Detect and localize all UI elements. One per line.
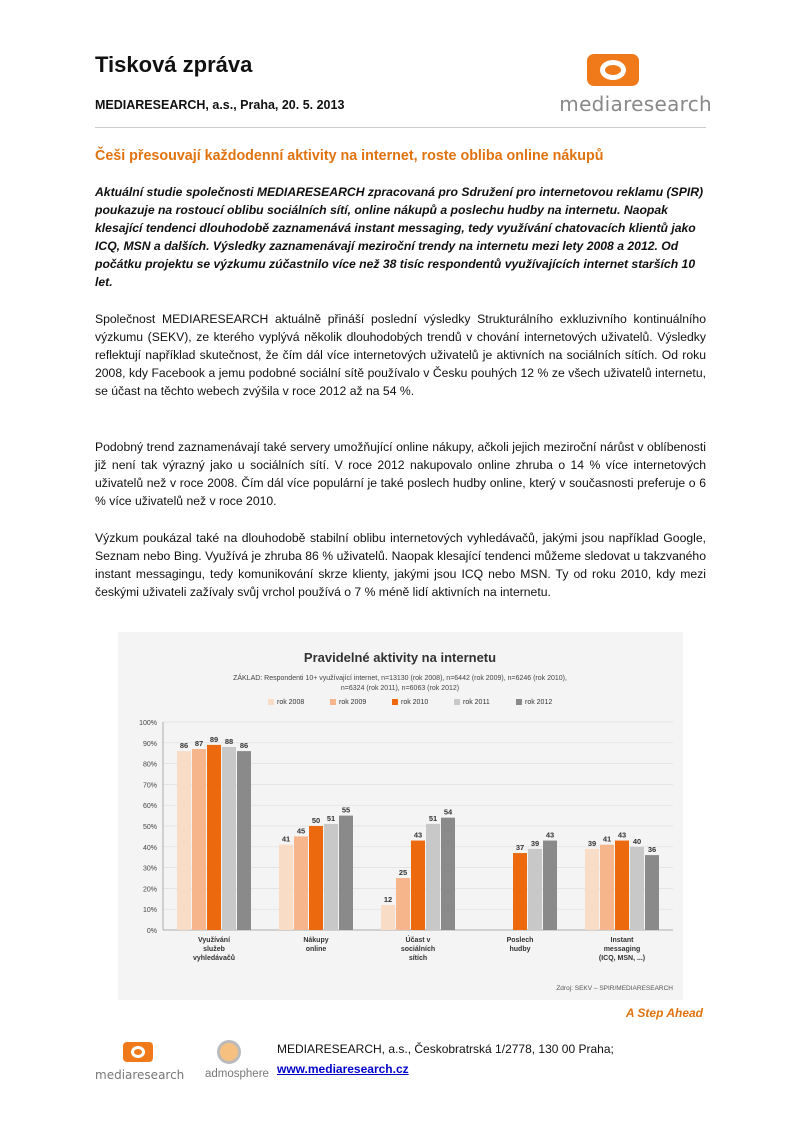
bar [309, 826, 323, 930]
bar [528, 849, 542, 930]
admosphere-logo [205, 1040, 275, 1090]
article-paragraph-3: Výzkum poukázal také na dlouhodobě stabilní oblibu internetových vyhledávačů, jakými jsou například Google, Seznam nebo Bing. Využívá je zhruba 86 % uživatelů. Naopak klesající tendenci můžeme sledovat u takzvaného instant messagingu, tedy komunikování skrze klienty, jakými jsou ICQ nebo MSN. Ty od roku 2010, kdy mezi českými uživateli zažívaly svůj vrchol používá o 7 % méně lidí aktivních na internetu. [95, 531, 706, 599]
mediaresearch-logo-text: mediaresearch [559, 92, 712, 116]
chart-source: Zdroj: SEKV – SPIR/MEDIARESEARCH [556, 985, 673, 992]
y-tick-label: 10% [142, 907, 157, 915]
y-tick-label: 0% [146, 928, 157, 935]
admosphere-logo-icon [217, 1040, 241, 1064]
footer-website-link[interactable]: www.mediaresearch.cz [277, 1062, 409, 1076]
bar [339, 816, 353, 930]
legend-label: rok 2009 [339, 699, 367, 706]
category-label: online [305, 946, 327, 953]
category-label: sítích [408, 955, 428, 962]
category-label: Poslech [506, 937, 534, 944]
chart-subtitle: n=6324 (rok 2011), n=6063 (rok 2012) [340, 685, 460, 692]
category-label: Instant [610, 937, 634, 944]
data-label: 86 [239, 741, 249, 751]
bar [630, 847, 644, 930]
data-label: 45 [296, 826, 306, 836]
press-release-meta: MEDIARESEARCH, a.s., Praha, 20. 5. 2013 [95, 98, 345, 112]
data-label: 51 [428, 813, 438, 823]
legend-label: rok 2008 [277, 699, 305, 706]
bar [324, 824, 338, 930]
data-label: 41 [281, 834, 291, 844]
bar [411, 841, 425, 930]
category-label: Účast v [405, 937, 431, 944]
bar [396, 878, 410, 930]
category-label: (ICQ, MSN, ...) [598, 955, 646, 962]
bar [543, 841, 557, 930]
data-label: 43 [413, 830, 423, 840]
category-label: vyhledávačů [192, 955, 236, 962]
category-label: sociálních [400, 946, 436, 953]
category-label: Využívání [197, 937, 231, 944]
bar [222, 747, 236, 930]
data-label: 39 [530, 838, 540, 848]
y-tick-label: 20% [142, 886, 157, 894]
bar [207, 745, 221, 930]
article-paragraph-1: Společnost MEDIARESEARCH aktuálně přináší poslední výsledky Strukturálního exkluzivního kontinuálního výzkumu (SEKV), ze kterého vyplývá několik dlouhodobých trendů v chování internetových uživatelů. Výsledky reflektují například skutečnost, že čím dál více internetových uživatelů je aktivních na sociálních sítích. Od roku 2008, kdy Facebook a jemu podobné sociální sítě používalo v Česku pouhých 12 % ze všech uživatelů internetu, se účast na těchto webech zvýšila v roce 2012 až na 54 %. [95, 312, 706, 398]
bar [237, 751, 251, 930]
bar [192, 749, 206, 930]
bar [279, 845, 293, 930]
y-tick-label: 40% [142, 844, 157, 852]
bar [381, 905, 395, 930]
data-label: 12 [383, 895, 393, 905]
category-label: služeb [203, 946, 225, 953]
data-label: 41 [602, 834, 612, 844]
data-label: 87 [194, 739, 204, 749]
data-label: 50 [311, 816, 321, 825]
y-tick-label: 90% [142, 740, 157, 748]
y-tick-label: 60% [142, 803, 157, 811]
legend-swatch [516, 699, 522, 705]
chart-subtitle: ZÁKLAD: Respondenti 10+ využívající internet, n=13130 (rok 2008), n=6442 (rok 2009), n=6246 (rok 2010), [233, 675, 567, 682]
tagline: A Step Ahead [625, 1006, 703, 1020]
mediaresearch-logo [552, 52, 712, 122]
data-label: 36 [647, 845, 657, 855]
bar [600, 845, 614, 930]
y-tick-label: 70% [142, 782, 157, 790]
data-label: 39 [587, 838, 597, 848]
legend-swatch [392, 699, 398, 705]
footer-mediaresearch-logo-icon [123, 1042, 153, 1062]
activities-bar-chart [118, 632, 683, 1000]
bar [513, 853, 527, 930]
bar [294, 836, 308, 930]
data-label: 40 [632, 836, 642, 846]
legend-swatch [454, 699, 460, 705]
bar [645, 855, 659, 930]
data-label: 43 [545, 830, 555, 840]
chart-container [118, 632, 683, 1000]
legend-label: rok 2011 [463, 699, 490, 706]
bar [441, 818, 455, 930]
y-tick-label: 100% [139, 720, 157, 727]
legend-swatch [330, 699, 336, 705]
bar [426, 824, 440, 930]
legend-label: rok 2012 [525, 699, 553, 706]
chart-title: Pravidelné aktivity na internetu [303, 650, 497, 665]
y-tick-label: 30% [142, 865, 157, 873]
data-label: 89 [209, 734, 219, 744]
bar [177, 751, 191, 930]
category-label: Nákupy [303, 937, 329, 944]
y-tick-label: 80% [142, 761, 157, 769]
page-title: Tisková zpráva [95, 52, 253, 77]
y-tick-label: 50% [142, 824, 157, 831]
footer-mediaresearch-logo [95, 1040, 185, 1090]
legend-swatch [268, 699, 274, 705]
footer-address: MEDIARESEARCH, a.s., Českobratrská 1/2778, 130 00 Praha; [277, 1042, 614, 1056]
article-headline: Češi přesouvají každodenní aktivity na internet, roste obliba online nákupů [95, 148, 604, 164]
data-label: 55 [341, 805, 351, 815]
data-label: 51 [326, 813, 336, 823]
article-paragraph-2: Podobný trend zaznamenávají také servery umožňující online nákupy, ačkoli jejich meziroční nárůst v oblíbenosti již není tak výrazný jako u sociálních sítí. V roce 2012 nakupovalo online zhruba o 14 % více internetových uživatelů než v roce 2008. Čím dál více populární je také poslech hudby online, který v současnosti preferuje o 6 % více uživatelů než v roce 2010. [95, 440, 706, 508]
data-label: 88 [224, 736, 234, 746]
footer-mediaresearch-logo-text: mediaresearch [95, 1068, 185, 1082]
data-label: 37 [515, 843, 525, 853]
data-label: 86 [179, 741, 189, 751]
data-label: 54 [443, 807, 453, 817]
article-lead: Aktuální studie společnosti MEDIARESEARCH zpracovaná pro Sdružení pro internetovou reklamu (SPIR) poukazuje na rostoucí oblibu sociálních sítí, online nákupů a poslechu hudby na internetu. Naopak klesající tendenci dlouhodobě zaznamenává instant messaging, tedy využívání chatovacích klientů jako ICQ, MSN a dalších. Výsledky zaznamenávají meziroční trendy na internetu mezi lety 2008 a 2012. Od počátku projektu se výzkumu zúčastnilo více než 38 tisíc respondentů využívajících internet starších 10 let. [95, 185, 704, 289]
bar [615, 841, 629, 930]
category-label: hudby [509, 946, 531, 953]
admosphere-logo-text: admosphere [205, 1068, 269, 1080]
data-label: 25 [398, 868, 408, 877]
category-label: messaging [603, 946, 641, 953]
bar [585, 849, 599, 930]
legend-label: rok 2010 [401, 699, 429, 706]
header-divider [95, 127, 706, 128]
mediaresearch-logo-icon [587, 54, 639, 86]
data-label: 43 [617, 830, 627, 840]
